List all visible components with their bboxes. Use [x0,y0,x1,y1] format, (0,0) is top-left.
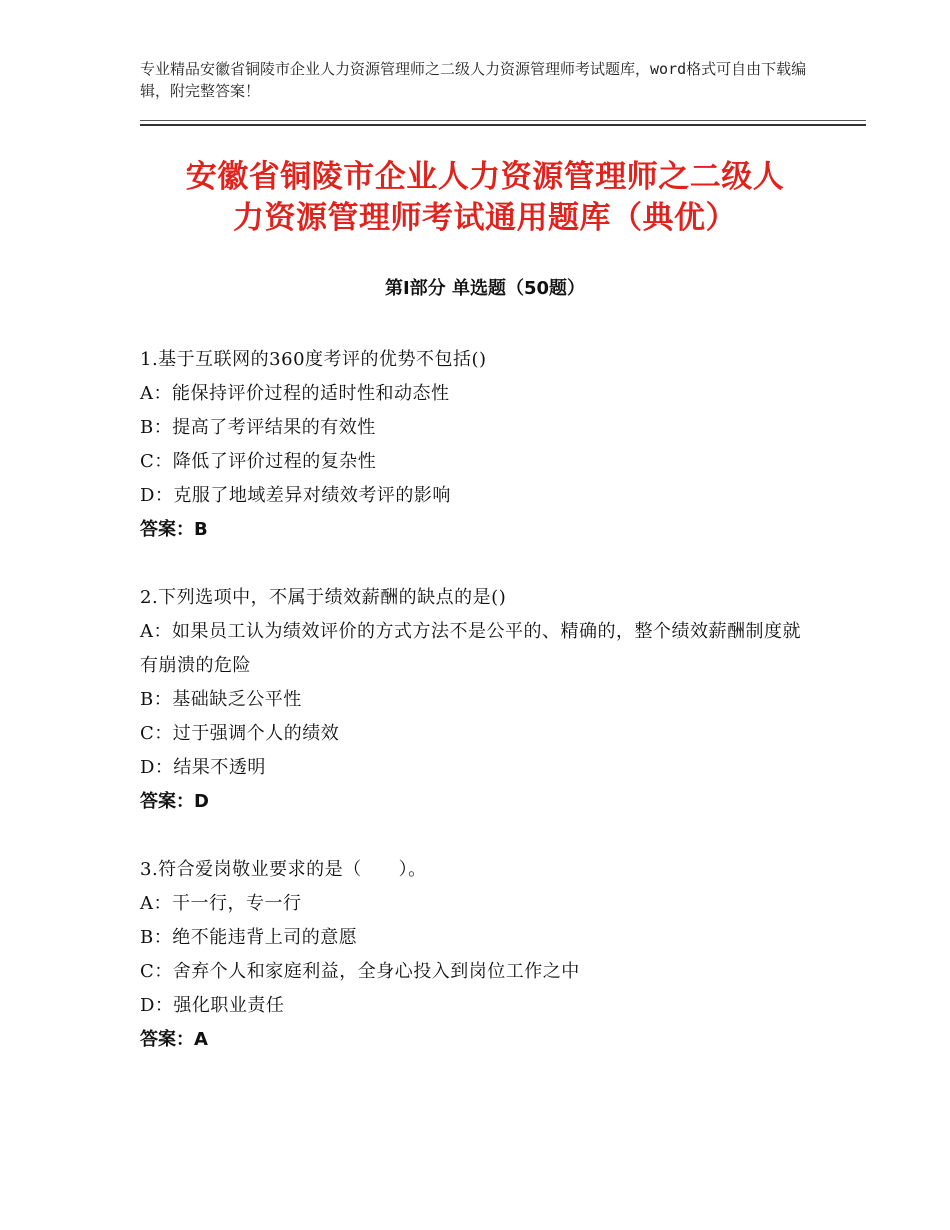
option-c: C：降低了评价过程的复杂性 [140,451,377,472]
option-a: A：能保持评价过程的适时性和动态性 [140,383,450,404]
option-a: A：干一行，专一行 [140,893,302,914]
answer-label: 答案：A [140,1029,208,1050]
document-title [140,157,830,239]
option-d: D：克服了地域差异对绩效考评的影响 [140,485,451,506]
question-1 [140,343,810,547]
question-stem: 3.符合爱岗敬业要求的是（ ）。 [140,859,427,880]
document-title-line-1: 安徽省铜陵市企业人力资源管理师之二级人 [185,159,785,195]
option-c: C：过于强调个人的绩效 [140,723,340,744]
section-title: 第Ⅰ部分 单选题（50题） [384,278,585,299]
option-b: B：绝不能违背上司的意愿 [140,927,358,948]
header-divider-thin [140,120,866,121]
question-stem: 1.基于互联网的360度考评的优势不包括() [140,349,487,370]
option-d: D：结果不透明 [140,757,266,778]
answer-label: 答案：B [140,519,208,540]
question-3 [140,853,810,1057]
document-title-line-2: 力资源管理师考试通用题库（典优） [233,200,737,236]
question-list [140,343,810,1091]
option-d: D：强化职业责任 [140,995,285,1016]
header-note: 专业精品安徽省铜陵市企业人力资源管理师之二级人力资源管理师考试题库，word格式可自由下载编辑，附完整答案！ [140,60,807,100]
header-divider-thick [140,124,866,126]
question-2 [140,581,810,819]
option-a: A：如果员工认为绩效评价的方式方法不是公平的、精确的，整个绩效薪酬制度就有崩溃的危险 [140,621,801,676]
question-stem: 2.下列选项中，不属于绩效薪酬的缺点的是() [140,587,507,608]
option-c: C：舍弃个人和家庭利益，全身心投入到岗位工作之中 [140,961,580,982]
option-b: B：提高了考评结果的有效性 [140,417,376,438]
option-b: B：基础缺乏公平性 [140,689,302,710]
answer-label: 答案：D [140,791,209,812]
